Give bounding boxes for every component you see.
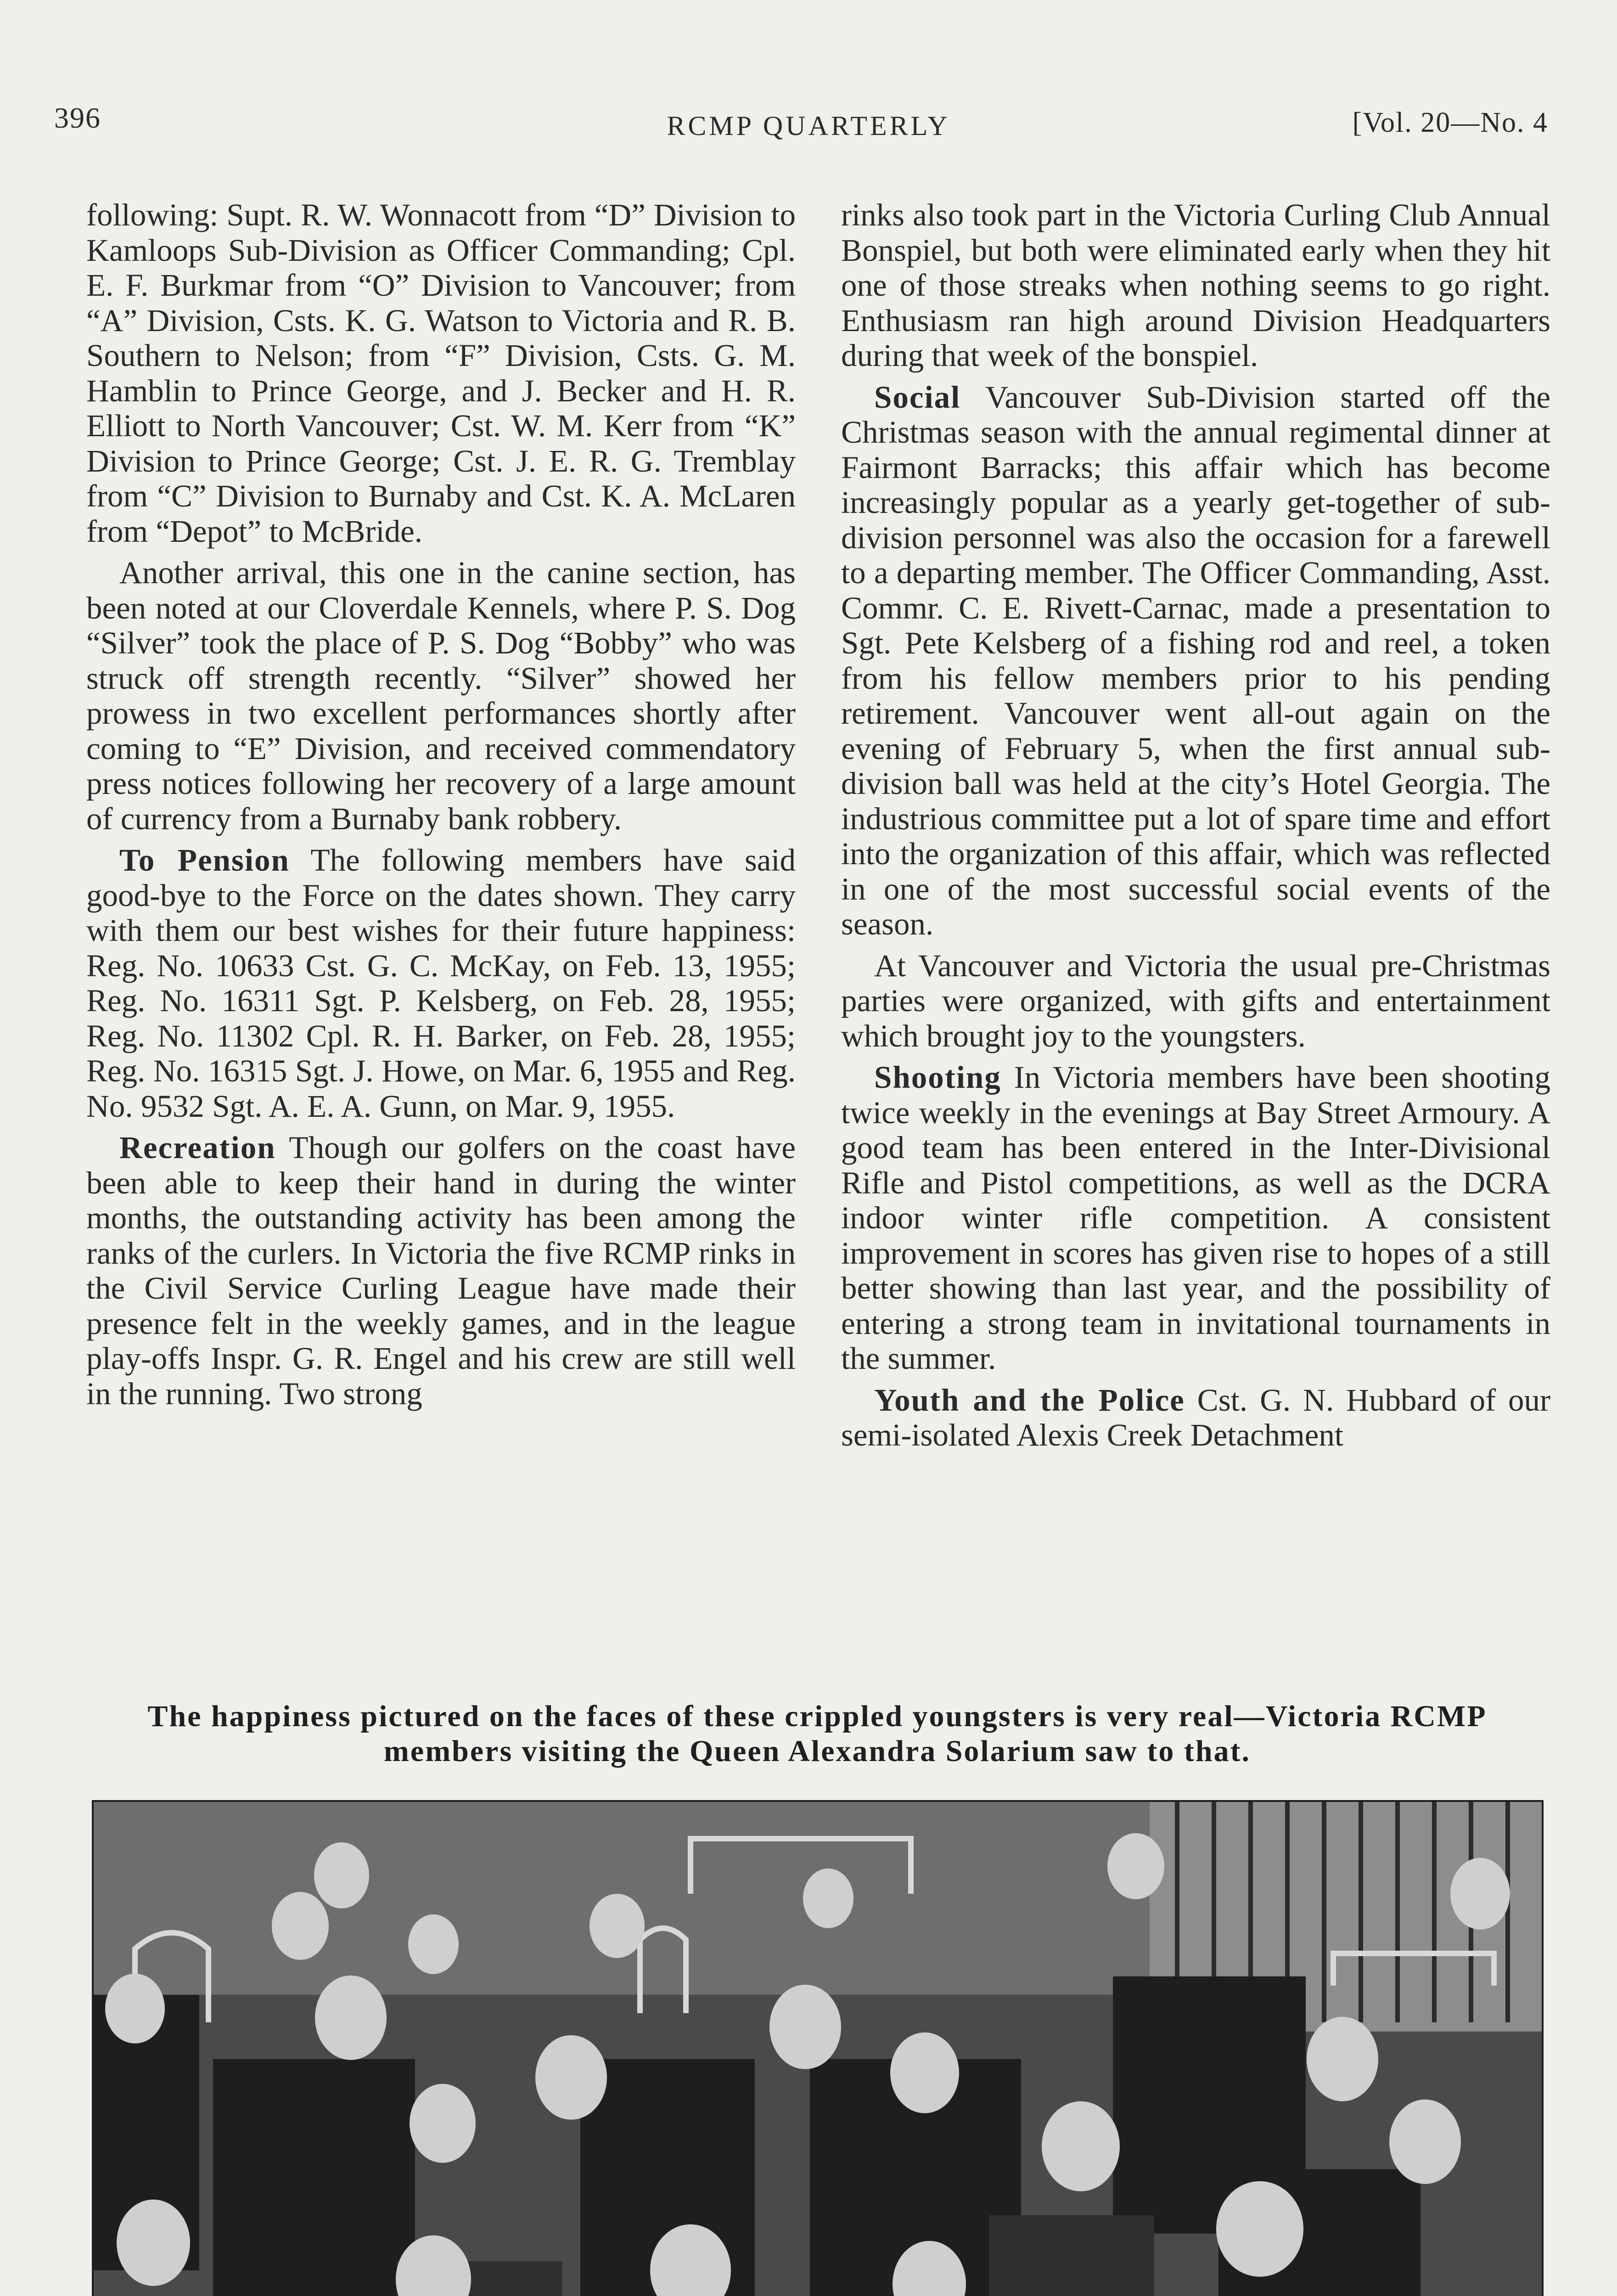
paragraph-recreation (86, 1130, 796, 1411)
section-heading: Shooting (874, 1060, 1001, 1095)
photo-illustration (94, 1802, 1542, 2296)
section-heading: Recreation (119, 1130, 276, 1165)
right-column (841, 197, 1550, 1459)
paragraph: following: Supt. R. W. Wonnacott from “D” Division to Kamloops Sub-Division as Officer Commanding; Cpl. E. F. Burkmar from “O” Division to Vancouver; from “A” Division, Csts. K. G. Watson to Victoria and R. B. Southern to Nelson; from “F” Division, Csts. G. M. Hamblin to Prince George, and J. Becker and H. R. Elliott to North Vancouver; Cst. W. M. Kerr from “K” Division to Prince George; Cst. J. E. R. G. Tremblay from “C” Division to Burnaby and Cst. K. A. McLaren from “Depot” to McBride. (86, 197, 796, 549)
paragraph-shooting (841, 1060, 1550, 1376)
group-photo (92, 1800, 1544, 2296)
photo-caption: The happiness pictured on the faces of these crippled youngsters is very real—Victoria RCMP members visiting the Queen Alexandra Solarium saw to that. (147, 1699, 1487, 1768)
paragraph-youth (841, 1383, 1550, 1453)
paragraph: At Vancouver and Victoria the usual pre-Christmas parties were organized, with gifts and entertainment which brought joy to the youngsters. (841, 948, 1550, 1053)
paragraph-text: Vancouver Sub-Division started off the Christmas season with the annual regimental dinner at Fairmont Barracks; this affair which has become increasingly popular as a yearly get-together of sub-division personnel was also the occasion for a farewell to a departing member. The Officer Commanding, Asst. Commr. C. E. Rivett-Carnac, made a presentation to Sgt. Pete Kelsberg of a fishing rod and reel, a token from his fellow members prior to his pending retirement. Vancouver went all-out again on the evening of February 5, when the first annual sub-division ball was held at the city’s Hotel Georgia. The industrious committee put a lot of spare time and effort into the organization of this affair, which was reflected in one of the most successful social events of the season. (841, 379, 1550, 941)
section-heading: Social (874, 379, 961, 415)
section-heading: Youth and the Police (874, 1382, 1185, 1418)
paragraph-text: The following members have said good-bye to the Force on the dates shown. They carry with them our best wishes for their future happiness: Reg. No. 10633 Cst. G. C. McKay, on Feb. 13, 1955; Reg. No. 16311 Sgt. P. Kelsberg, on Feb. 28, 1955; Reg. No. 11302 Cpl. R. H. Barker, on Feb. 28, 1955; Reg. No. 16315 Sgt. J. Howe, on Mar. 6, 1955 and Reg. No. 9532 Sgt. A. E. A. Gunn, on Mar. 9, 1955. (86, 843, 796, 1124)
paragraph-text: In Victoria members have been shooting twice weekly in the evenings at Bay Street Armoury. A good team has been entered in the Inter-Divisional Rifle and Pistol competitions, as well as the DCRA indoor winter rifle competition. A consistent improvement in scores has given rise to hopes of a still better showing than last year, and the possibility of entering a strong team in invitational tournaments in the summer. (841, 1060, 1550, 1376)
paragraph-text: Cst. G. N. Hubbard of our semi-isolated Alexis Creek Detachment (841, 1382, 1551, 1452)
running-head: RCMP QUARTERLY (667, 111, 950, 141)
paragraph: Another arrival, this one in the canine section, has been noted at our Cloverdale Kennels, where P. S. Dog “Silver” took the place of P. S. Dog “Bobby” who was struck off strength recently. “Silver” showed her prowess in two excellent performances shortly after coming to “E” Division, and received commendatory press notices following her recovery of a large amount of currency from a Burnaby bank robbery. (86, 555, 796, 836)
paragraph-text: Though our golfers on the coast have been able to keep their hand in during the winter months, the outstanding activity has been among the ranks of the curlers. In Victoria the five RCMP rinks in the Civil Service Curling League have made their presence felt in the weekly games, and in the league play-offs Inspr. G. R. Engel and his crew are still well in the running. Two strong (86, 1130, 796, 1411)
paragraph: rinks also took part in the Victoria Curling Club Annual Bonspiel, but both were eliminated early when they hit one of those streaks when nothing seems to go right. Enthusiasm ran high around Division Headquarters during that week of the bonspiel. (841, 197, 1550, 373)
page-number: 396 (54, 101, 101, 134)
paragraph-social (841, 380, 1550, 942)
section-heading: To Pension (119, 843, 290, 878)
issue-label: [Vol. 20—No. 4 (1352, 107, 1548, 138)
left-column (86, 197, 796, 1418)
paragraph-to-pension (86, 843, 796, 1124)
